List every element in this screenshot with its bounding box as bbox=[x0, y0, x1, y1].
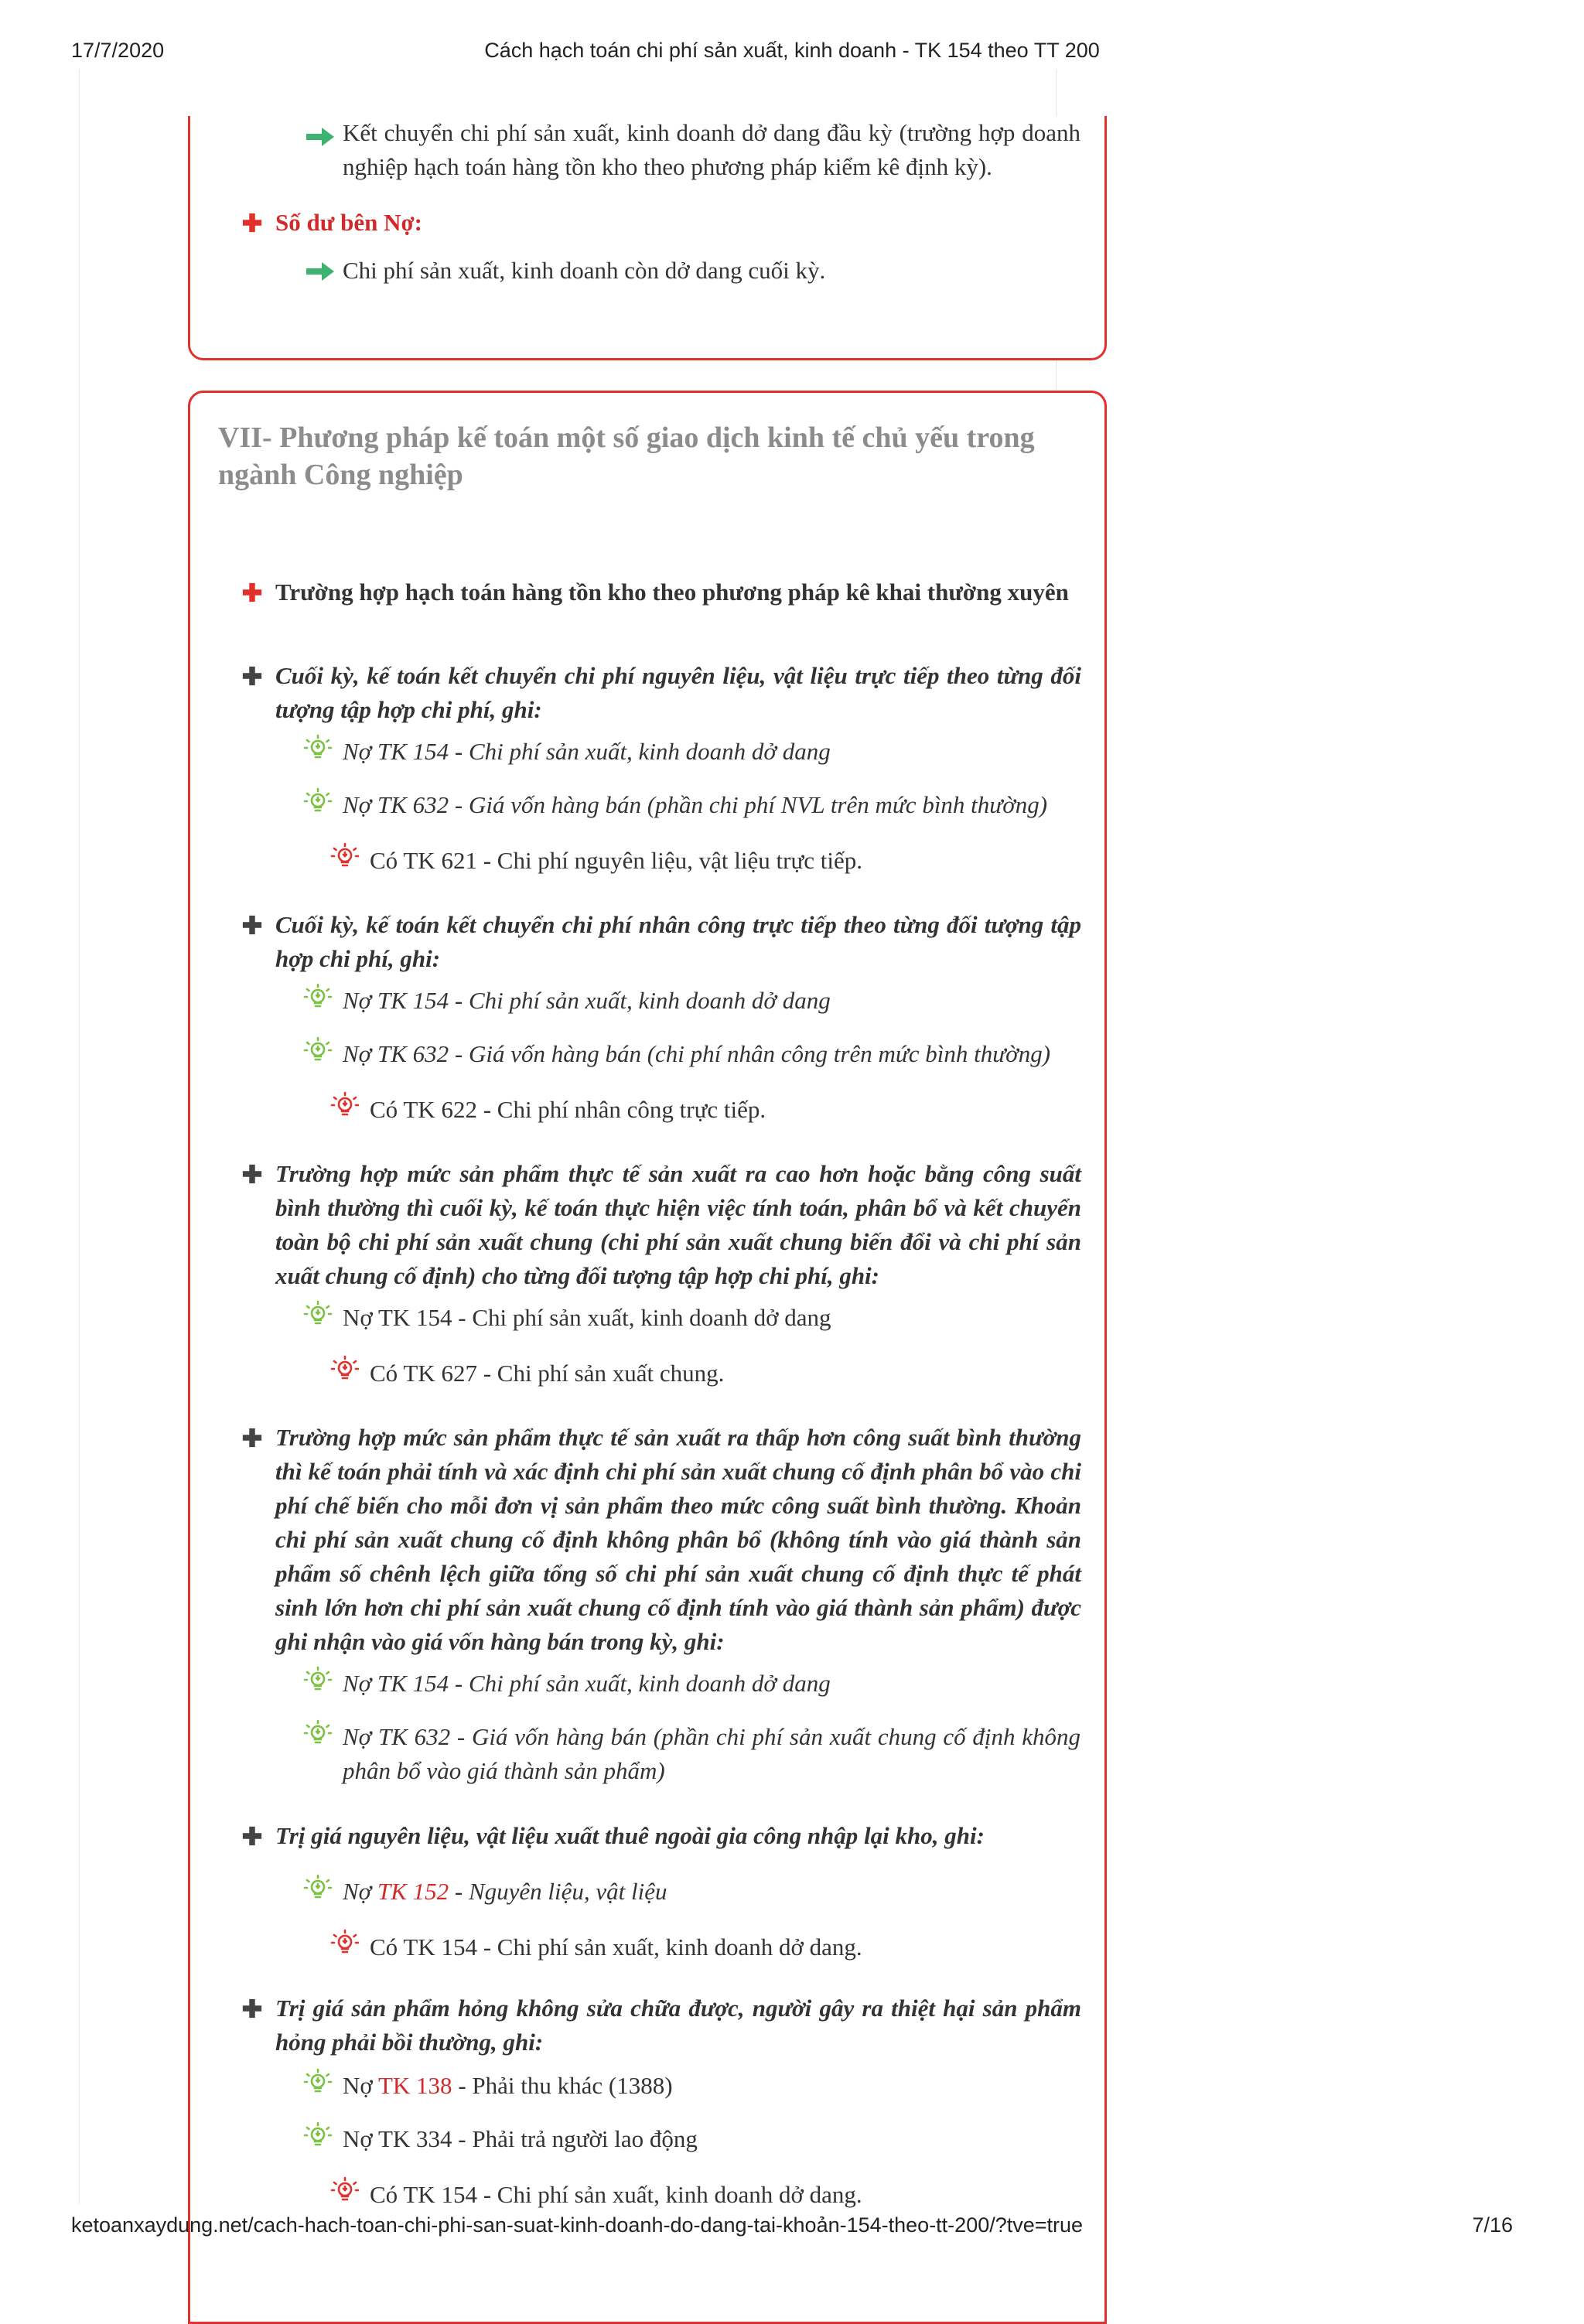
red-lightbulb-icon bbox=[329, 1090, 360, 1121]
dark-plus-icon bbox=[241, 1825, 263, 1847]
dark-plus-icon bbox=[241, 665, 263, 687]
green-lightbulb-icon bbox=[302, 1299, 333, 1330]
credit-line: Có TK 621 - Chi phí nguyên liệu, vật liệu trực tiếp. bbox=[370, 847, 862, 874]
section-title: VII- Phương pháp kế toán một số giao dịch kinh tế chủ yếu trong ngành Công nghiệp bbox=[218, 421, 1035, 491]
green-lightbulb-icon bbox=[302, 733, 333, 764]
green-arrow-right-icon bbox=[305, 125, 336, 148]
debit-line: Nợ TK 632 - Giá vốn hàng bán (phần chi phí NVL trên mức bình thường) bbox=[343, 791, 1048, 818]
debit-balance-heading: Số dư bên Nợ: bbox=[275, 209, 422, 236]
content-box-section-vii bbox=[188, 391, 1107, 2324]
entry-heading-overhead-below-normal: Trường hợp mức sản phẩm thực tế sản xuất ra thấp hơn công suất bình thường thì kế toán phải tính và xác định chi phí sản xuất chung cố định phân bổ vào chi phí chế biến cho mỗi đơn vị sản phẩm theo mức công suất bình thường. Khoản chi phí sản xuất chung cố định không phân bổ (không tính vào giá thành sản phẩm số chênh lệch giữa tổng số chi phí sản xuất chung cố định thực tế phát sinh lớn hơn chi phí sản xuất chung cố định tính vào giá thành sản phẩm) được ghi nhận vào giá vốn hàng bán trong kỳ, ghi: bbox=[275, 1424, 1081, 1655]
dark-plus-icon bbox=[241, 1427, 263, 1449]
debit-line: Nợ TK 154 - Chi phí sản xuất, kinh doanh dở dang bbox=[343, 1304, 831, 1331]
debit-item-opening-wip: Kết chuyển chi phí sản xuất, kinh doanh dở dang đầu kỳ (trường hợp doanh nghiệp hạch toán hàng tồn kho theo phương pháp kiểm kê định kỳ). bbox=[343, 119, 1080, 180]
entry-heading-overhead-normal: Trường hợp mức sản phẩm thực tế sản xuất ra cao hơn hoặc bằng công suất bình thường thì cuối kỳ, kế toán thực hiện việc tính toán, phân bổ và kết chuyển toàn bộ chi phí sản xuất chung (chi phí sản xuất chung biến đổi và chi phí sản xuất chung cố định) cho từng đối tượng tập hợp chi phí, ghi: bbox=[275, 1160, 1081, 1289]
red-lightbulb-icon bbox=[329, 2176, 360, 2206]
entry-heading-outsourced-materials: Trị giá nguyên liệu, vật liệu xuất thuê ngoài gia công nhập lại kho, ghi: bbox=[275, 1822, 985, 1849]
entry-heading-defective-products: Trị giá sản phẩm hỏng không sửa chữa được, người gây ra thiệt hại sản phẩm hỏng phải bồi thường, ghi: bbox=[275, 1995, 1081, 2056]
green-lightbulb-icon bbox=[302, 787, 333, 817]
red-lightbulb-icon bbox=[329, 1354, 360, 1385]
green-lightbulb-icon bbox=[302, 1873, 333, 1904]
green-lightbulb-icon bbox=[302, 2067, 333, 2098]
credit-line: Có TK 627 - Chi phí sản xuất chung. bbox=[370, 1360, 725, 1387]
red-lightbulb-icon bbox=[329, 841, 360, 872]
green-lightbulb-icon bbox=[302, 1665, 333, 1696]
case-heading: Trường hợp hạch toán hàng tồn kho theo phương pháp kê khai thường xuyên bbox=[275, 578, 1069, 606]
debit-balance-item: Chi phí sản xuất, kinh doanh còn dở dang cuối kỳ. bbox=[343, 257, 826, 284]
account-link-tk152[interactable]: TK 152 bbox=[377, 1878, 449, 1905]
debit-line bbox=[343, 2069, 1080, 2103]
print-page-number: 7/16 bbox=[1472, 2213, 1513, 2237]
debit-prefix: Nợ bbox=[343, 1878, 377, 1905]
debit-prefix: Nợ bbox=[343, 2072, 378, 2099]
print-header bbox=[71, 39, 1513, 65]
debit-suffix: - Phải thu khác (1388) bbox=[452, 2072, 673, 2099]
print-url: ketoanxaydung.net/cach-hach-toan-chi-phi-san-suat-kinh-doanh-do-dang-tai-khoản-154-theo-tt-200/?tve=true bbox=[71, 2213, 1084, 2237]
green-lightbulb-icon bbox=[302, 2121, 333, 2152]
debit-line: Nợ TK 632 - Giá vốn hàng bán (chi phí nhân công trên mức bình thường) bbox=[343, 1040, 1051, 1067]
dark-plus-icon bbox=[241, 914, 263, 936]
debit-line bbox=[343, 1875, 1080, 1909]
print-footer bbox=[71, 2213, 1513, 2240]
debit-line: Nợ TK 632 - Giá vốn hàng bán (phần chi phí sản xuất chung cố định không phân bổ vào giá thành sản phẩm) bbox=[343, 1723, 1080, 1784]
green-lightbulb-icon bbox=[302, 1036, 333, 1066]
print-date: 17/7/2020 bbox=[71, 39, 165, 62]
account-link-tk138[interactable]: TK 138 bbox=[377, 2072, 452, 2099]
green-lightbulb-icon bbox=[302, 982, 333, 1013]
debit-line: Nợ TK 154 - Chi phí sản xuất, kinh doanh dở dang bbox=[343, 1670, 831, 1697]
content-box-account-structure bbox=[188, 116, 1107, 360]
credit-line: Có TK 154 - Chi phí sản xuất, kinh doanh dở dang. bbox=[370, 1933, 862, 1961]
page-column bbox=[79, 70, 1081, 2208]
debit-line: Nợ TK 154 - Chi phí sản xuất, kinh doanh dở dang bbox=[343, 738, 831, 765]
debit-line: Nợ TK 334 - Phải trả người lao động bbox=[343, 2125, 698, 2152]
credit-line: Có TK 622 - Chi phí nhân công trực tiếp. bbox=[370, 1096, 766, 1123]
entry-heading-materials: Cuối kỳ, kế toán kết chuyển chi phí nguyên liệu, vật liệu trực tiếp theo từng đối tượng tập hợp chi phí, ghi: bbox=[275, 662, 1081, 723]
red-plus-icon bbox=[241, 212, 263, 234]
dark-plus-icon bbox=[241, 1998, 263, 2019]
debit-suffix: - Nguyên liệu, vật liệu bbox=[449, 1878, 667, 1905]
entry-heading-labor: Cuối kỳ, kế toán kết chuyển chi phí nhân công trực tiếp theo từng đối tượng tập hợp chi phí, ghi: bbox=[275, 911, 1081, 972]
green-lightbulb-icon bbox=[302, 1718, 333, 1749]
credit-line: Có TK 154 - Chi phí sản xuất, kinh doanh dở dang. bbox=[370, 2181, 862, 2208]
debit-line: Nợ TK 154 - Chi phí sản xuất, kinh doanh dở dang bbox=[343, 987, 831, 1014]
dark-plus-icon bbox=[241, 1163, 263, 1185]
print-page-title: Cách hạch toán chi phí sản xuất, kinh doanh - TK 154 theo TT 200 bbox=[484, 39, 1100, 62]
green-arrow-right-icon bbox=[305, 260, 336, 283]
red-plus-icon bbox=[241, 582, 263, 603]
red-lightbulb-icon bbox=[329, 1928, 360, 1959]
